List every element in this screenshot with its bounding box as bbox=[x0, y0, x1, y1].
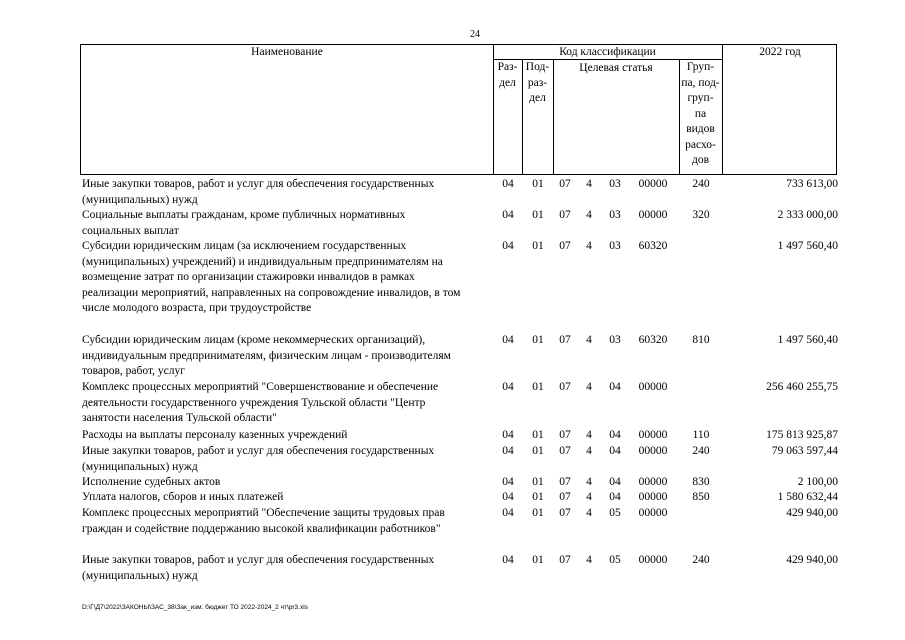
row-t2: 4 bbox=[586, 240, 592, 252]
row-sec: 04 bbox=[502, 445, 514, 457]
row-grp: 240 bbox=[692, 445, 710, 457]
row-sub: 01 bbox=[532, 178, 544, 190]
row-sub: 01 bbox=[532, 381, 544, 393]
row-amt: 429 940,00 bbox=[786, 554, 838, 566]
row-t2: 4 bbox=[586, 381, 592, 393]
row-t3: 03 bbox=[609, 209, 621, 221]
row-t4: 60320 bbox=[638, 334, 668, 346]
row-t2: 4 bbox=[586, 445, 592, 457]
row-sub: 01 bbox=[532, 507, 544, 519]
row-sub: 01 bbox=[532, 334, 544, 346]
row-sec: 04 bbox=[502, 476, 514, 488]
header-year: 2022 год bbox=[759, 46, 801, 58]
row-t2: 4 bbox=[586, 554, 592, 566]
row-t4: 00000 bbox=[638, 445, 668, 457]
row-t3: 03 bbox=[609, 178, 621, 190]
row-t3: 03 bbox=[609, 334, 621, 346]
row-grp: 240 bbox=[692, 178, 710, 190]
row-amt: 2 333 000,00 bbox=[777, 209, 838, 221]
row-t3: 04 bbox=[609, 491, 621, 503]
row-t3: 05 bbox=[609, 554, 621, 566]
row-sec: 04 bbox=[502, 334, 514, 346]
row-name: Иные закупки товаров, работ и услуг для обеспечения государственных (муниципальных) нужд bbox=[82, 445, 435, 473]
row-name: Уплата налогов, сборов и иных платежей bbox=[82, 491, 284, 503]
header-code: Код классификации bbox=[559, 46, 656, 58]
page-number: 24 bbox=[470, 29, 480, 40]
row-t1: 07 bbox=[559, 554, 571, 566]
row-name: Расходы на выплаты персоналу казенных учреждений bbox=[82, 429, 348, 441]
header-name: Наименование bbox=[251, 46, 323, 58]
file-path: D:\Г\Д7\2022\ЗАКОНЫ\ЗАС_38\Зак_изм. бюджет ТО 2022-2024_2 чт\pr3.xls bbox=[82, 604, 308, 611]
row-t3: 03 bbox=[609, 240, 621, 252]
row-t4: 00000 bbox=[638, 491, 668, 503]
row-t2: 4 bbox=[586, 178, 592, 190]
row-grp: 110 bbox=[692, 429, 710, 441]
row-t1: 07 bbox=[559, 507, 571, 519]
row-t3: 04 bbox=[609, 476, 621, 488]
row-sec: 04 bbox=[502, 554, 514, 566]
row-name: Субсидии юридическим лицам (за исключением государственных (муниципальных) учреждений) и индивидуальным предпринимателям на возмещение затрат по организации стажировки инвалидов в рамках реализации мероприятий, направленных на сопровождение инвалидов, в том числе молодого возраста, при трудоустройстве bbox=[82, 240, 461, 314]
row-t4: 00000 bbox=[638, 209, 668, 221]
row-t4: 00000 bbox=[638, 381, 668, 393]
row-t4: 00000 bbox=[638, 507, 668, 519]
row-amt: 175 813 925,87 bbox=[766, 429, 838, 441]
row-name: Комплекс процессных мероприятий "Обеспечение защиты трудовых прав граждан и содействие поддержанию высокой квалификации работников" bbox=[82, 507, 445, 535]
row-grp: 240 bbox=[692, 554, 710, 566]
row-name: Иные закупки товаров, работ и услуг для обеспечения государственных (муниципальных) нужд bbox=[82, 178, 435, 206]
row-sub: 01 bbox=[532, 445, 544, 457]
row-t4: 60320 bbox=[638, 240, 668, 252]
row-t1: 07 bbox=[559, 476, 571, 488]
row-t4: 00000 bbox=[638, 178, 668, 190]
header-group: Груп- па, под- груп- па видов расхо- дов bbox=[681, 61, 720, 166]
row-amt: 1 497 560,40 bbox=[777, 240, 838, 252]
row-grp: 810 bbox=[692, 334, 710, 346]
row-sec: 04 bbox=[502, 178, 514, 190]
row-amt: 733 613,00 bbox=[786, 178, 838, 190]
row-name: Комплекс процессных мероприятий "Совершенствование и обеспечение деятельности государственного учреждения Тульской области "Центр занятости населения Тульской области" bbox=[82, 381, 439, 424]
row-sub: 01 bbox=[532, 429, 544, 441]
row-t2: 4 bbox=[586, 507, 592, 519]
row-t3: 04 bbox=[609, 445, 621, 457]
table-header bbox=[80, 44, 837, 175]
row-t1: 07 bbox=[559, 445, 571, 457]
row-amt: 256 460 255,75 bbox=[766, 381, 838, 393]
row-sub: 01 bbox=[532, 209, 544, 221]
row-t2: 4 bbox=[586, 209, 592, 221]
row-name: Социальные выплаты гражданам, кроме публичных нормативных социальных выплат bbox=[82, 209, 406, 237]
row-amt: 1 580 632,44 bbox=[777, 491, 838, 503]
row-sub: 01 bbox=[532, 554, 544, 566]
row-amt: 2 100,00 bbox=[797, 476, 838, 488]
row-t1: 07 bbox=[559, 178, 571, 190]
row-t1: 07 bbox=[559, 209, 571, 221]
row-t2: 4 bbox=[586, 476, 592, 488]
row-t4: 00000 bbox=[638, 429, 668, 441]
row-amt: 429 940,00 bbox=[786, 507, 838, 519]
row-sec: 04 bbox=[502, 240, 514, 252]
row-t3: 04 bbox=[609, 429, 621, 441]
row-t1: 07 bbox=[559, 491, 571, 503]
row-sub: 01 bbox=[532, 240, 544, 252]
row-sec: 04 bbox=[502, 429, 514, 441]
row-t4: 00000 bbox=[638, 476, 668, 488]
row-t1: 07 bbox=[559, 381, 571, 393]
row-sec: 04 bbox=[502, 209, 514, 221]
row-t3: 05 bbox=[609, 507, 621, 519]
row-sec: 04 bbox=[502, 381, 514, 393]
row-t2: 4 bbox=[586, 429, 592, 441]
row-name: Исполнение судебных актов bbox=[82, 476, 221, 488]
row-grp: 850 bbox=[692, 491, 710, 503]
row-grp: 830 bbox=[692, 476, 710, 488]
row-t1: 07 bbox=[559, 429, 571, 441]
row-sec: 04 bbox=[502, 507, 514, 519]
row-name: Иные закупки товаров, работ и услуг для обеспечения государственных (муниципальных) нужд bbox=[82, 554, 435, 582]
row-grp: 320 bbox=[692, 209, 710, 221]
row-t1: 07 bbox=[559, 334, 571, 346]
row-sub: 01 bbox=[532, 491, 544, 503]
row-sub: 01 bbox=[532, 476, 544, 488]
row-t2: 4 bbox=[586, 334, 592, 346]
row-amt: 1 497 560,40 bbox=[777, 334, 838, 346]
header-section: Раз- дел bbox=[497, 61, 518, 89]
header-subsection: Под- раз- дел bbox=[525, 61, 550, 104]
row-amt: 79 063 597,44 bbox=[771, 445, 838, 457]
header-target: Целевая статья bbox=[579, 62, 653, 74]
row-t4: 00000 bbox=[638, 554, 668, 566]
row-t2: 4 bbox=[586, 491, 592, 503]
row-t3: 04 bbox=[609, 381, 621, 393]
row-name: Субсидии юридическим лицам (кроме некоммерческих организаций), индивидуальным предпринимателям, физическим лицам - производителям товаров, работ, услуг bbox=[82, 334, 451, 377]
row-t1: 07 bbox=[559, 240, 571, 252]
row-sec: 04 bbox=[502, 491, 514, 503]
